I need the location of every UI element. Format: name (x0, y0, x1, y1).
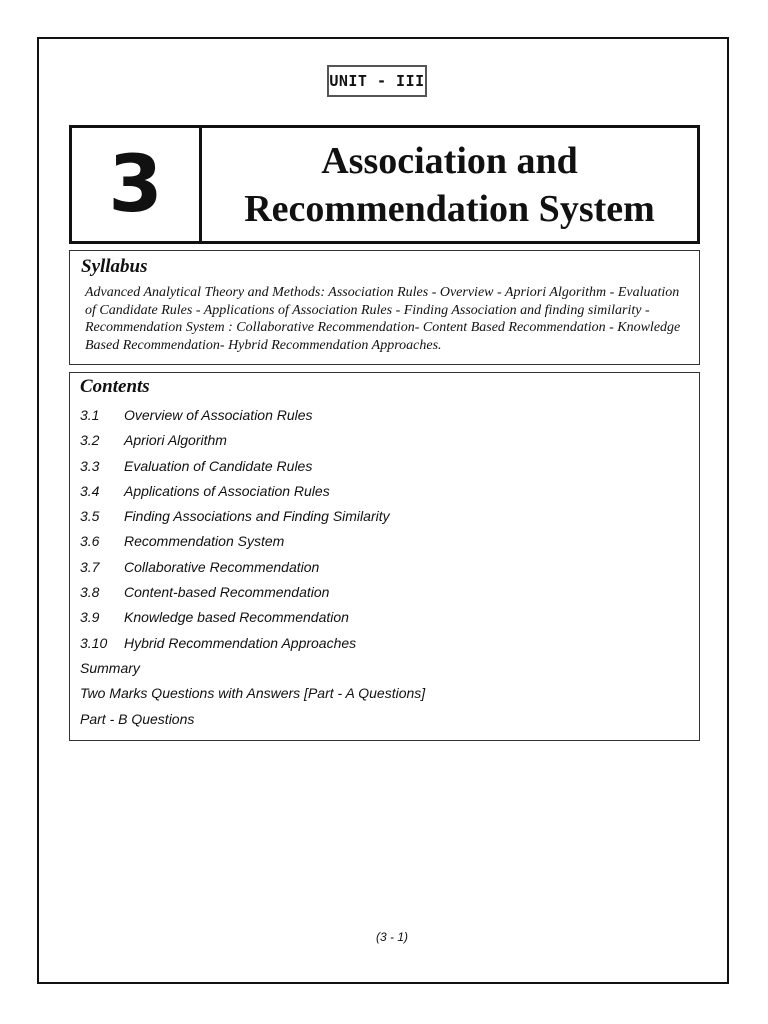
contents-item-title: Finding Associations and Finding Similarity (124, 508, 390, 525)
contents-list (80, 403, 689, 732)
contents-item[interactable] (80, 428, 689, 453)
contents-item[interactable] (80, 631, 689, 656)
contents-item-number: 3.4 (80, 482, 100, 499)
contents-item[interactable] (80, 479, 689, 504)
contents-extra-title: Summary (80, 659, 140, 676)
contents-item-number: 3.3 (80, 457, 100, 474)
contents-item-number: 3.5 (80, 508, 100, 525)
syllabus-heading: Syllabus (81, 256, 148, 277)
contents-item-title: Knowledge based Recommendation (124, 609, 349, 626)
contents-box (69, 372, 700, 741)
page-number: (3 - 1) (375, 930, 408, 944)
contents-item[interactable] (80, 580, 689, 605)
chapter-number: 3 (72, 128, 202, 241)
contents-item-title: Apriori Algorithm (124, 432, 227, 449)
contents-item-number: 3.2 (80, 432, 100, 449)
contents-extra-two-marks[interactable] (80, 681, 689, 706)
contents-item-number: 3.8 (80, 584, 100, 601)
contents-item-number: 3.1 (80, 407, 100, 423)
contents-extra-title: Part - B Questions (80, 710, 195, 727)
contents-item-number: 3.7 (80, 558, 100, 575)
contents-heading: Contents (80, 376, 150, 397)
contents-item[interactable] (80, 454, 689, 479)
contents-item-title: Applications of Association Rules (124, 482, 330, 499)
contents-item-title: Collaborative Recommendation (124, 558, 320, 575)
contents-item-title: Hybrid Recommendation Approaches (124, 634, 357, 651)
syllabus-text: Advanced Analytical Theory and Methods: Association Rules - Overview - Apriori Algorithm - Evaluation of Candidate Rules - Applications of Association Rules - Finding Association and finding similarity - Recommendation System : Collaborative Recommendation- Content Based Recommendation - Knowledge Based Recommendation- Hybrid Recommendation Approaches. (85, 285, 681, 353)
contents-item-number: 3.6 (80, 533, 100, 550)
chapter-title-line-2: Recommendation System (244, 187, 655, 230)
contents-item[interactable] (80, 605, 689, 630)
chapter-title (202, 128, 697, 241)
chapter-title-line-1: Association and (321, 139, 578, 182)
contents-item-number: 3.9 (80, 609, 100, 626)
contents-item-title: Recommendation System (124, 533, 285, 550)
contents-item[interactable] (80, 555, 689, 580)
unit-label: UNIT - III (327, 65, 427, 97)
contents-item[interactable] (80, 529, 689, 554)
chapter-header (69, 125, 700, 244)
contents-item-title: Evaluation of Candidate Rules (124, 457, 313, 474)
syllabus-box (69, 250, 700, 365)
contents-extra-summary[interactable] (80, 656, 689, 681)
contents-item-number: 3.10 (80, 634, 108, 651)
contents-item-title: Content-based Recommendation (124, 584, 330, 601)
contents-item[interactable] (80, 403, 689, 428)
contents-extra-part-b[interactable] (80, 707, 689, 732)
contents-item[interactable] (80, 504, 689, 529)
contents-item-title: Overview of Association Rules (124, 407, 313, 423)
contents-extra-title: Two Marks Questions with Answers [Part - A Questions] (80, 685, 426, 702)
